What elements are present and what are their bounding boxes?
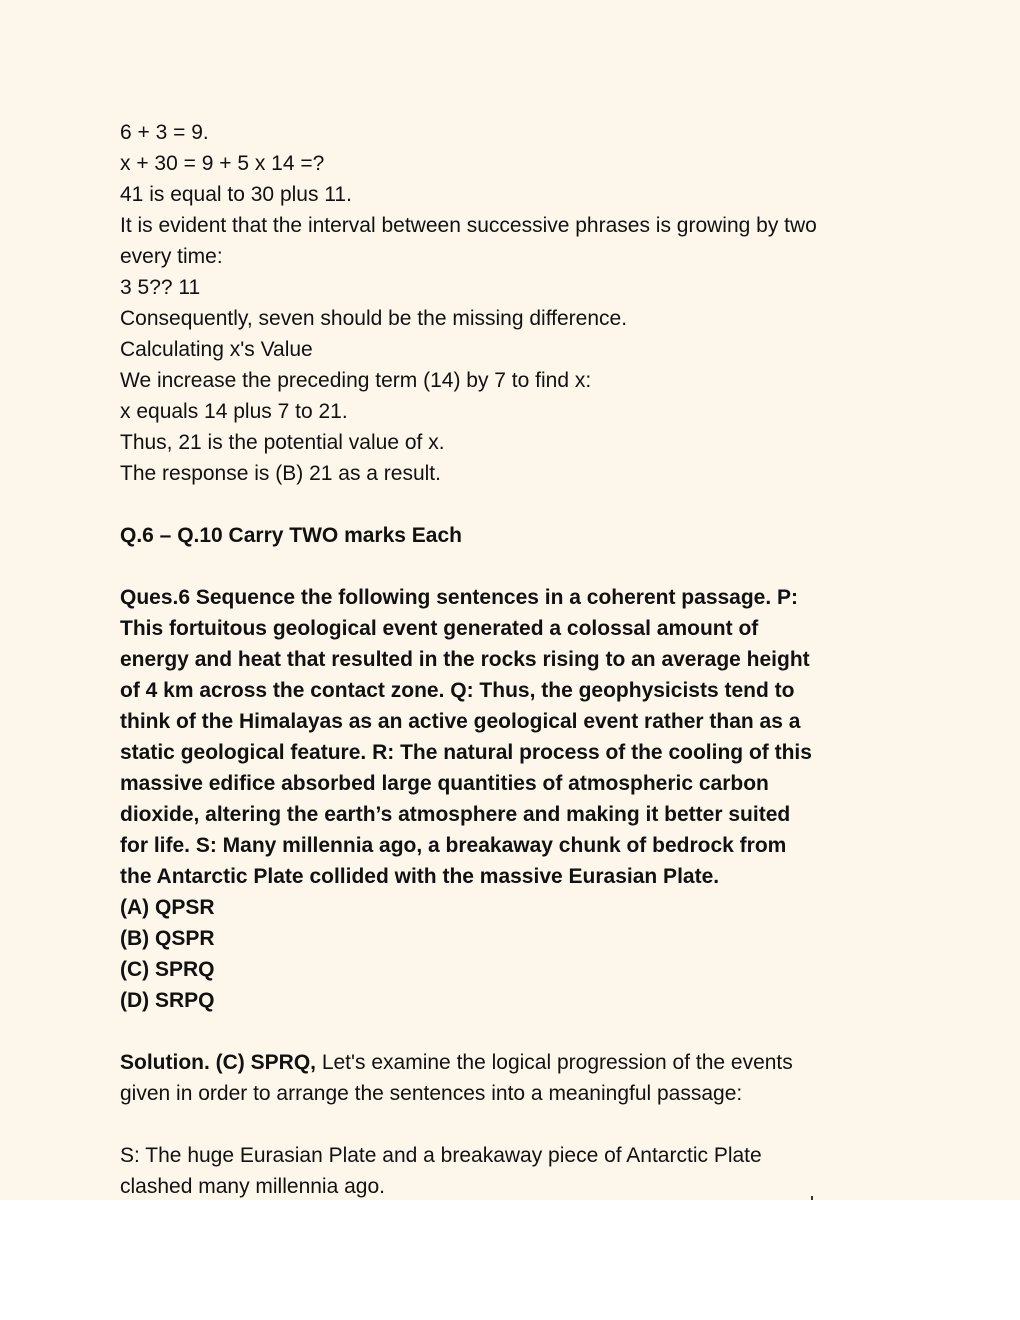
answer-options <box>120 892 920 1016</box>
question-line: for life. S: Many millennia ago, a breakaway chunk of bedrock from <box>120 834 787 857</box>
text-line: Thus, 21 is the potential value of x. <box>120 431 445 454</box>
explanation-s <box>120 1140 920 1202</box>
question-line: of 4 km across the contact zone. Q: Thus, the geophysicists tend to <box>120 679 795 702</box>
text-line: clashed many millennia ago. <box>120 1175 385 1198</box>
page-content <box>120 117 920 1202</box>
text-line: x + 30 = 9 + 5 x 14 =? <box>120 152 325 175</box>
question-line: energy and heat that resulted in the rocks rising to an average height <box>120 648 810 671</box>
question-line: think of the Himalayas as an active geological event rather than as a <box>120 710 801 733</box>
question-line: This fortuitous geological event generated a colossal amount of <box>120 617 759 640</box>
text-line: every time: <box>120 245 223 268</box>
question-line: dioxide, altering the earth’s atmosphere and making it better suited <box>120 803 791 826</box>
text-line: 3 5?? 11 <box>120 276 201 299</box>
calculation-block <box>120 117 920 489</box>
text-line: x equals 14 plus 7 to 21. <box>120 400 348 423</box>
section-heading: Q.6 – Q.10 Carry TWO marks Each <box>120 524 462 547</box>
answer-option: (A) QPSR <box>120 896 215 919</box>
solution-line-1 <box>120 1047 920 1078</box>
solution-text: Let's examine the logical progression of the events <box>315 1051 793 1074</box>
text-line: S: The huge Eurasian Plate and a breakaway piece of Antarctic Plate <box>120 1144 762 1167</box>
stray-mark <box>811 1196 813 1200</box>
text-line: Calculating x's Value <box>120 338 313 361</box>
text-line: Consequently, seven should be the missing difference. <box>120 307 628 330</box>
text-line: 6 + 3 = 9. <box>120 121 209 144</box>
question-6-text <box>120 582 920 892</box>
text-line: 41 is equal to 30 plus 11. <box>120 183 352 206</box>
text-line: It is evident that the interval between successive phrases is growing by two <box>120 214 817 237</box>
question-line: massive edifice absorbed large quantities of atmospheric carbon <box>120 772 769 795</box>
question-line: the Antarctic Plate collided with the massive Eurasian Plate. <box>120 865 720 888</box>
question-line: Ques.6 Sequence the following sentences in a coherent passage. P: <box>120 586 799 609</box>
question-line: static geological feature. R: The natural process of the cooling of this <box>120 741 812 764</box>
answer-option: (C) SPRQ <box>120 958 215 981</box>
solution-label: Solution. (C) SPRQ, <box>120 1051 316 1074</box>
text-line: We increase the preceding term (14) by 7 to find x: <box>120 369 592 392</box>
solution-line-2: given in order to arrange the sentences into a meaningful passage: <box>120 1082 743 1105</box>
answer-option: (B) QSPR <box>120 927 215 950</box>
answer-option: (D) SRPQ <box>120 989 215 1012</box>
text-line: The response is (B) 21 as a result. <box>120 462 441 485</box>
